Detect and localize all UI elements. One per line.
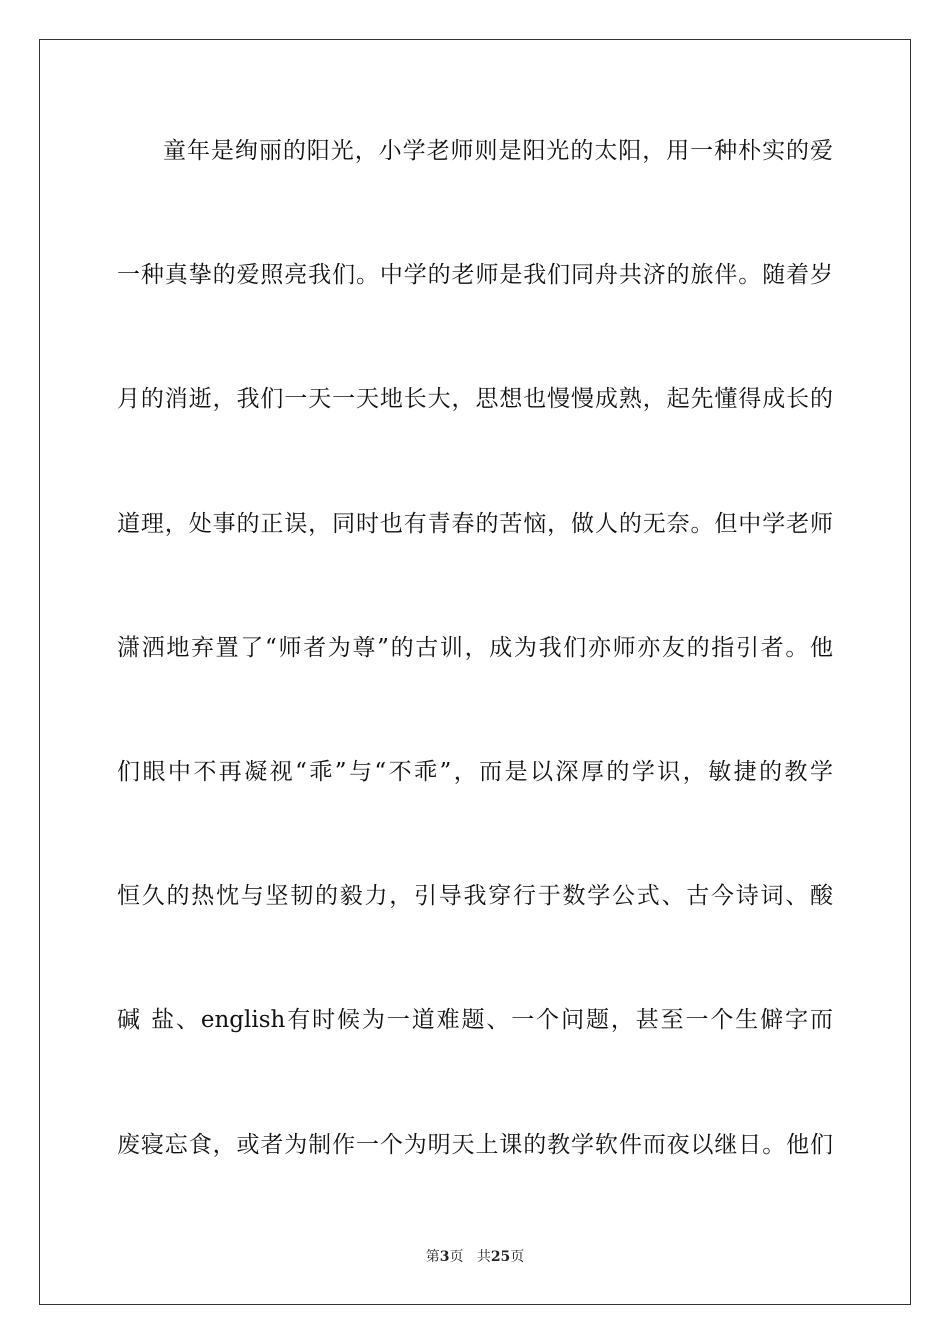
page-border [39, 39, 911, 1305]
total-suffix: 页 [510, 1249, 525, 1265]
text-line: 碱 盐、english有时候为一道难题、一个问题，甚至一个生僻字而 [117, 1007, 833, 1033]
text-line: 童年是绚丽的阳光，小学老师则是阳光的太阳，用一种朴实的爱 [163, 138, 833, 164]
page-suffix: 页 [449, 1249, 464, 1265]
page-number: 3 [439, 1249, 450, 1265]
text-line: 道理，处事的正误，同时也有青春的苦恼，做人的无奈。但中学老师 [117, 511, 833, 537]
page-prefix: 第 [425, 1249, 440, 1265]
text-line: 们眼中不再凝视“乖”与“不乖”，而是以深厚的学识，敏捷的教学 [117, 759, 833, 785]
text-line: 一种真挚的爱照亮我们。中学的老师是我们同舟共济的旅伴。随着岁 [117, 262, 833, 288]
text-line: 废寝忘食，或者为制作一个为明天上课的教学软件而夜以继日。他们 [117, 1132, 833, 1158]
text-line: 潇洒地弃置了“师者为尊”的古训，成为我们亦师亦友的指引者。他 [117, 635, 833, 661]
page-footer [0, 1247, 950, 1267]
total-pages: 25 [490, 1249, 511, 1265]
total-prefix: 共 [476, 1249, 491, 1265]
text-line: 月的消逝，我们一天一天地长大，思想也慢慢成熟，起先懂得成长的 [117, 386, 833, 412]
text-line: 恒久的热忱与坚韧的毅力，引导我穿行于数学公式、古今诗词、酸 [117, 883, 833, 909]
